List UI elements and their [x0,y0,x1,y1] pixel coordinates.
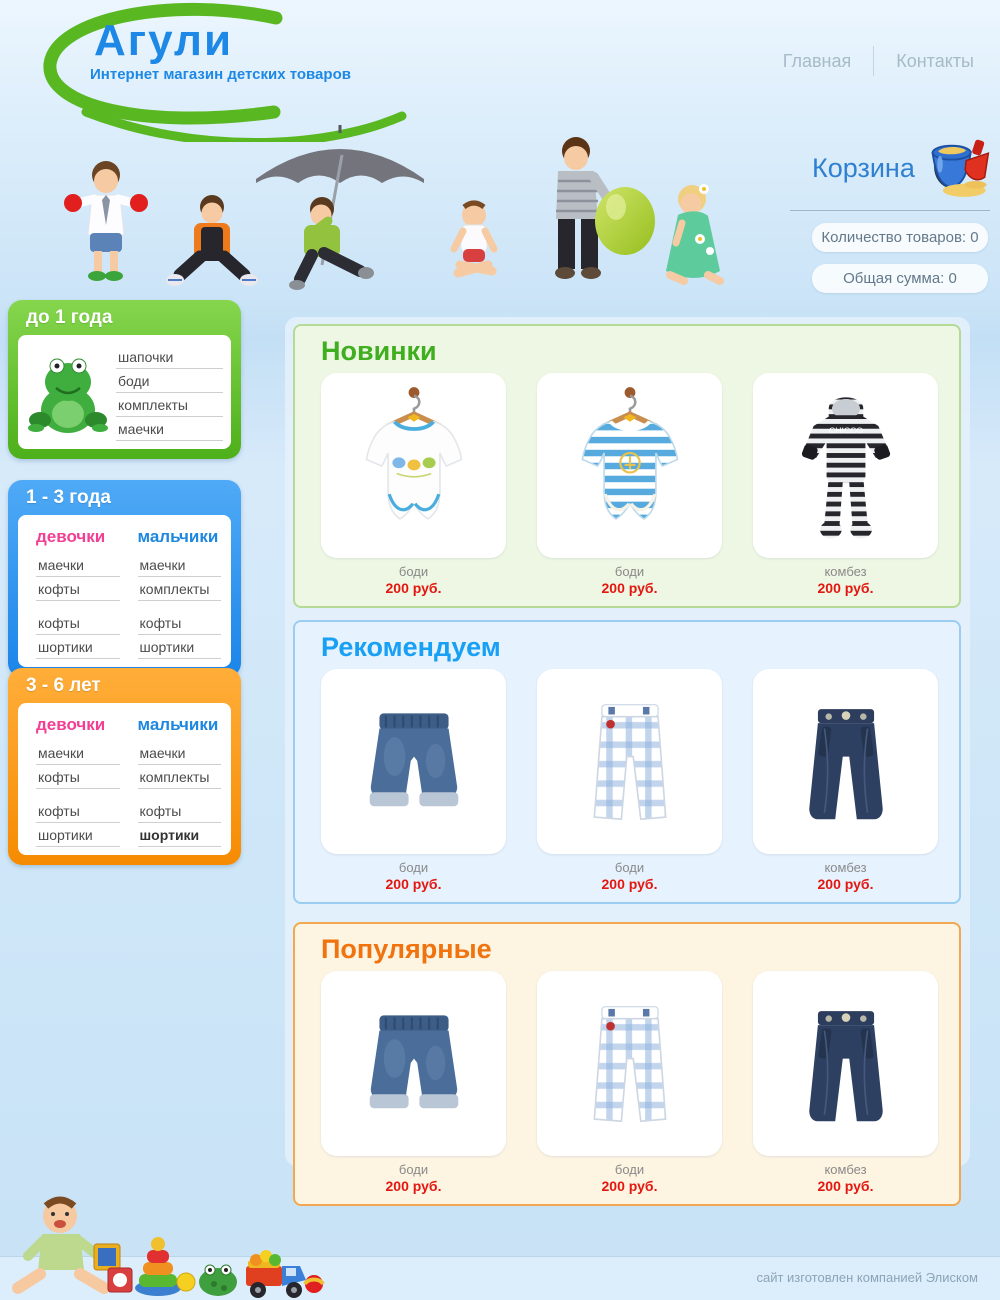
section-title: Новинки [321,336,437,366]
category-link[interactable]: шортики [36,823,120,847]
banner-kid-boy-umbrella [256,125,424,290]
product-image-navy-jeans[interactable] [753,971,938,1156]
product-card[interactable] [537,373,722,596]
girls-column-header[interactable]: девочки [36,715,106,734]
category-link[interactable]: кофты [36,765,120,789]
section-title: Рекомендуем [321,632,501,662]
product-price: 200 руб. [385,1178,442,1194]
age-group-title: 3 - 6 лет [26,675,101,696]
cart-total-sum-value: 0 [948,270,957,287]
product-image-bodysuit-striped[interactable] [537,373,722,558]
product-card[interactable] [753,971,938,1194]
boys-column-header[interactable]: мальчики [137,715,219,734]
banner-kid-boy-overalls [166,195,258,286]
category-link[interactable]: шортики [36,635,120,659]
girls-column-header[interactable]: девочки [36,527,106,546]
section-title: Популярные [321,934,492,964]
section-popular [293,922,961,1206]
product-price: 200 руб. [817,580,874,596]
footer-toy-stacking-rings [135,1237,195,1296]
product-price: 200 руб. [817,876,874,892]
logo-title[interactable]: Агули [94,16,233,65]
category-link[interactable]: маечки [138,741,222,765]
frog-toy-icon [26,348,110,438]
sidebar-age-under-1 [8,300,241,459]
sidebar-age-3-6 [8,668,241,865]
product-card[interactable] [321,669,506,892]
category-link[interactable]: кофты [138,611,222,635]
product-image-navy-jeans[interactable] [753,669,938,854]
product-image-striped-overall[interactable] [753,373,938,558]
footer-toy-frog [199,1265,237,1296]
product-name: боди [398,1162,429,1177]
logo-subtitle: Интернет магазин детских товаров [90,66,351,83]
category-link[interactable]: маечки [138,553,222,577]
category-link[interactable]: кофты [138,799,222,823]
category-link[interactable]: комплекты [138,765,222,789]
product-card[interactable] [753,373,938,596]
nav-item-home[interactable]: Главная [782,50,852,71]
banner-kid-boy-ball [555,137,655,279]
product-card[interactable] [753,669,938,892]
product-image-denim-shorts[interactable] [321,971,506,1156]
footer-toy-ball [305,1275,323,1293]
category-link[interactable]: маечки [116,417,223,441]
product-name: боди [614,564,645,579]
category-link[interactable]: кофты [36,799,120,823]
sand-bucket-and-shovel-icon [927,136,992,200]
product-name: боди [398,564,429,579]
top-nav [783,46,974,76]
product-price: 200 руб. [601,876,658,892]
banner-kid-girl-dress [666,184,720,281]
category-link[interactable]: маечки [36,553,120,577]
product-price: 200 руб. [385,580,442,596]
category-link[interactable]: комплекты [116,393,223,417]
product-name: боди [614,1162,645,1177]
product-card[interactable] [321,971,506,1194]
footer-toy-truck [246,1250,306,1298]
main-content [285,317,970,1194]
category-link[interactable]: маечки [36,741,120,765]
banner-kids-photo [60,103,740,295]
cart-items-count-value: 0 [970,229,979,246]
category-link[interactable]: кофты [36,577,120,601]
product-name: комбез [824,1162,867,1177]
banner-kid-boy-balls [64,161,148,281]
section-recommended [293,620,961,904]
footer-credit: сайт изготовлен компанией Элиском [756,1270,978,1285]
boys-column-header[interactable]: мальчики [137,527,219,546]
nav-item-contacts[interactable]: Контакты [896,50,974,71]
product-price: 200 руб. [601,1178,658,1194]
category-link[interactable]: шортики [138,823,222,847]
product-image-denim-shorts[interactable] [321,669,506,854]
product-name: боди [398,860,429,875]
product-price: 200 руб. [817,1178,874,1194]
category-link[interactable]: боди [116,369,223,393]
product-price: 200 руб. [385,876,442,892]
cart-title[interactable]: Корзина [812,152,915,183]
cart-panel [788,136,992,293]
footer-baby-toys-photo [8,1182,328,1300]
nav-divider [873,46,874,76]
product-name: комбез [824,860,867,875]
product-image-bodysuit-white[interactable] [321,373,506,558]
cart-items-count: Количество товаров: 0 [812,223,988,252]
category-link[interactable]: шапочки [116,345,223,369]
product-image-plaid-pants[interactable] [537,971,722,1156]
product-card[interactable] [321,373,506,596]
section-new-arrivals [293,324,961,608]
product-card[interactable] [537,971,722,1194]
category-link[interactable]: шортики [138,635,222,659]
product-card[interactable] [537,669,722,892]
product-price: 200 руб. [601,580,658,596]
product-image-plaid-pants[interactable] [537,669,722,854]
footer-baby [18,1199,104,1288]
cart-divider [790,210,990,211]
product-name: комбез [824,564,867,579]
category-link[interactable]: кофты [36,611,120,635]
banner-kid-baby [454,203,494,273]
age-group-title: 1 - 3 года [26,487,111,508]
product-name: боди [614,860,645,875]
sidebar-age-1-3 [8,480,241,677]
age-group-title: до 1 года [26,307,113,328]
cart-total-sum: Общая сумма: 0 [812,264,988,293]
category-link[interactable]: комплекты [138,577,222,601]
